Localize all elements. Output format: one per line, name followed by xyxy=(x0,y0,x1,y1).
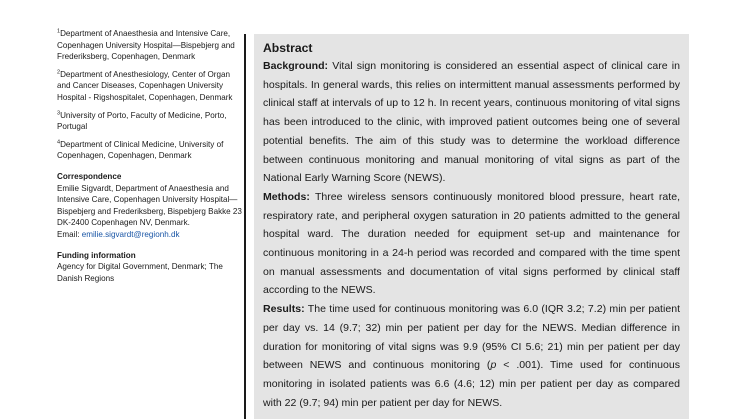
methods-label: Methods: xyxy=(263,190,310,203)
abstract-title: Abstract xyxy=(263,41,313,55)
affiliation-4: $^4$Department of Clinical Medicine, University of Copenhagen, Copenhagen, Denmark xyxy=(57,139,224,161)
abstract-box xyxy=(254,34,689,419)
email-label: Email: xyxy=(57,229,80,239)
methods-text: Three wireless sensors continuously monitored blood pressure, heart rate, respiratory rate, and peripheral oxygen saturation in 20 patients admitted to the general hospital ward. The duration needed for equipment set-up and maintenance for continuous monitoring in a 24-h period was recorded and compared with the time spent on manual assessments and documentation of vital signs performed by clinical staff according to the NEWS. xyxy=(263,190,680,297)
funding-title: Funding information xyxy=(57,250,136,260)
abstract-results xyxy=(263,300,680,412)
front-matter-column xyxy=(57,28,243,284)
correspondence-title: Correspondence xyxy=(57,171,122,181)
abstract-methods xyxy=(263,188,680,300)
results-p-symbol: p xyxy=(490,359,497,372)
affiliation-3: $^3$University of Porto, Faculty of Medicine, Porto, Portugal xyxy=(57,109,227,132)
background-text: Vital sign monitoring is considered an essential aspect of clinical care in hospitals. In general wards, this relies on intermittent manual assessments performed by clinical staff at intervals of up to 12 h. In recent years, continuous monitoring of vital signs has been introduced to the clinic, with improved patient outcomes being one of several potential benefits. The aim of this study was to determine the workload difference between continuous monitoring and manual monitoring of vital signs as part of the National Early Warning Score (NEWS). xyxy=(263,60,680,185)
affiliation-2: $^2$Department of Anesthesiology, Center of Organ and Cancer Diseases, Copenhagen University Hospital - Rigshospitalet, Copenhagen, Denmark xyxy=(57,69,233,102)
results-text-b: < .001). Time used for continuous monitoring in isolated patients was 6.6 (4.6; 12) min per patient per day as compared with 22 (9.7; 94) min per patient per day for NEWS. xyxy=(263,359,680,409)
abstract-background xyxy=(263,57,680,188)
background-label: Background: xyxy=(263,60,329,72)
affiliation-1: $^1$Department of Anaesthesia and Intensive Care, Copenhagen University Hospital—Bispebjerg and Frederiksberg, Copenhagen, Denmark xyxy=(57,28,235,62)
email-link[interactable]: emilie.sigvardt@regionh.dk xyxy=(81,229,180,239)
funding-text: Agency for Digital Government, Denmark; The Danish Regions xyxy=(57,262,223,283)
results-label: Results: xyxy=(263,303,305,316)
correspondence-address: Emilie Sigvardt, Department of Anaesthesia and Intensive Care, Copenhagen University Hospital—Bispebjerg and Frederiksberg, Bispebjerg Bakke 23 DK-2400 Copenhagen NV, Denmark. xyxy=(57,183,242,228)
results-text-a: The time used for continuous monitoring was 6.0 (IQR 3.2; 7.2) min per patient per day vs. 14 (9.7; 32) min per patient per day for the NEWS. Median difference in duration for monitoring of vital signs was 9.9 (95% CI 5.6; 21) min per patient per day between NEWS and continuous monitoring ( xyxy=(263,303,680,372)
column-divider xyxy=(244,34,246,419)
correspondence-email-line xyxy=(57,229,243,241)
